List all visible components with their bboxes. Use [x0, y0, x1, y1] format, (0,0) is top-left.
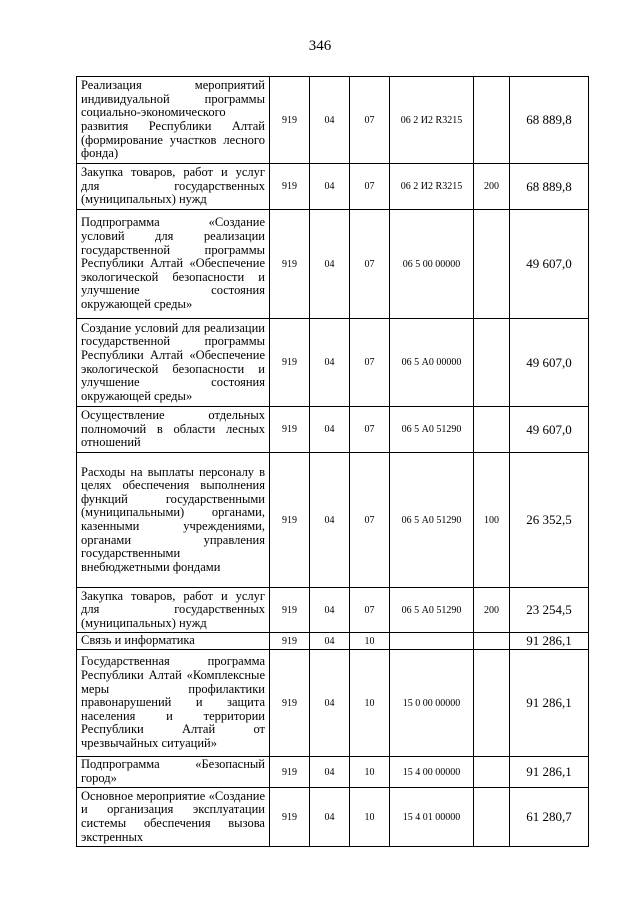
row-pr: 10 [350, 788, 390, 847]
row-gr: 919 [270, 453, 310, 588]
row-rz: 04 [310, 77, 350, 164]
table-row [77, 164, 589, 210]
row-gr: 919 [270, 757, 310, 788]
row-csr: 06 5 А0 51290 [390, 588, 474, 633]
row-name: Создание условий для реализации государственной программы Республики Алтай «Обеспечение экологической безопасности и улучшение состояния окружающей среды» [77, 319, 270, 407]
row-name: Государственная программа Республики Алтай «Комплексные меры профилактики правонарушений и защита населения и территории Республики Алтай от чрезвычайных ситуаций» [77, 650, 270, 757]
row-vr [474, 650, 510, 757]
row-vr [474, 407, 510, 453]
row-gr: 919 [270, 77, 310, 164]
row-pr: 07 [350, 164, 390, 210]
row-rz: 04 [310, 210, 350, 319]
row-csr: 06 5 А0 00000 [390, 319, 474, 407]
row-amount: 23 254,5 [510, 588, 589, 633]
row-pr: 07 [350, 453, 390, 588]
row-amount: 49 607,0 [510, 210, 589, 319]
row-pr: 07 [350, 319, 390, 407]
row-vr [474, 633, 510, 650]
table-row [77, 453, 589, 588]
page-number: 346 [308, 38, 332, 54]
row-name: Закупка товаров, работ и услуг для государственных (муниципальных) нужд [77, 588, 270, 633]
row-name: Основное мероприятие «Создание и организация эксплуатации системы обеспечения вызова экстренных [77, 788, 270, 847]
row-name: Связь и информатика [77, 633, 270, 650]
table-row [77, 588, 589, 633]
row-vr [474, 757, 510, 788]
row-name: Закупка товаров, работ и услуг для государственных (муниципальных) нужд [77, 164, 270, 210]
row-vr [474, 77, 510, 164]
row-pr: 10 [350, 650, 390, 757]
row-vr: 200 [474, 164, 510, 210]
row-name: Реализация мероприятий индивидуальной программы социально-экономического развития Республики Алтай (формирование участков лесного фонда) [77, 77, 270, 164]
row-amount: 49 607,0 [510, 407, 589, 453]
row-rz: 04 [310, 633, 350, 650]
row-pr: 10 [350, 633, 390, 650]
row-pr: 07 [350, 210, 390, 319]
row-rz: 04 [310, 164, 350, 210]
row-vr: 100 [474, 453, 510, 588]
row-amount: 49 607,0 [510, 319, 589, 407]
row-gr: 919 [270, 633, 310, 650]
row-gr: 919 [270, 788, 310, 847]
table-row [77, 407, 589, 453]
row-vr [474, 788, 510, 847]
row-name: Подпрограмма «Безопасный город» [77, 757, 270, 788]
budget-table [76, 76, 589, 847]
row-csr: 06 5 А0 51290 [390, 407, 474, 453]
row-csr: 06 2 И2 R3215 [390, 164, 474, 210]
table-row [77, 319, 589, 407]
table-row [77, 77, 589, 164]
row-csr: 06 2 И2 R3215 [390, 77, 474, 164]
row-csr: 15 0 00 00000 [390, 650, 474, 757]
row-csr: 15 4 01 00000 [390, 788, 474, 847]
row-rz: 04 [310, 319, 350, 407]
row-name: Осуществление отдельных полномочий в области лесных отношений [77, 407, 270, 453]
row-amount: 91 286,1 [510, 757, 589, 788]
row-gr: 919 [270, 164, 310, 210]
row-gr: 919 [270, 650, 310, 757]
row-gr: 919 [270, 588, 310, 633]
row-rz: 04 [310, 757, 350, 788]
row-csr: 06 5 А0 51290 [390, 453, 474, 588]
row-amount: 91 286,1 [510, 650, 589, 757]
row-pr: 07 [350, 407, 390, 453]
row-rz: 04 [310, 788, 350, 847]
row-amount: 68 889,8 [510, 77, 589, 164]
row-csr: 15 4 00 00000 [390, 757, 474, 788]
row-name: Расходы на выплаты персоналу в целях обеспечения выполнения функций государственными (муниципальными) органами, казенными учреждениями, органами управления государственными внебюджетными фондами [77, 453, 270, 588]
row-pr: 07 [350, 588, 390, 633]
row-amount: 26 352,5 [510, 453, 589, 588]
row-pr: 10 [350, 757, 390, 788]
row-csr [390, 633, 474, 650]
row-amount: 91 286,1 [510, 633, 589, 650]
row-rz: 04 [310, 588, 350, 633]
row-amount: 68 889,8 [510, 164, 589, 210]
row-vr [474, 319, 510, 407]
row-vr: 200 [474, 588, 510, 633]
table-row [77, 788, 589, 847]
table-row [77, 210, 589, 319]
table-row [77, 633, 589, 650]
row-rz: 04 [310, 650, 350, 757]
row-rz: 04 [310, 453, 350, 588]
row-gr: 919 [270, 407, 310, 453]
row-gr: 919 [270, 319, 310, 407]
row-rz: 04 [310, 407, 350, 453]
table-row [77, 650, 589, 757]
row-pr: 07 [350, 77, 390, 164]
row-gr: 919 [270, 210, 310, 319]
row-name: Подпрограмма «Создание условий для реализации государственной программы Республики Алтай «Обеспечение экологической безопасности и улучшение состояния окружающей среды» [77, 210, 270, 319]
row-csr: 06 5 00 00000 [390, 210, 474, 319]
table-row [77, 757, 589, 788]
row-vr [474, 210, 510, 319]
row-amount: 61 280,7 [510, 788, 589, 847]
